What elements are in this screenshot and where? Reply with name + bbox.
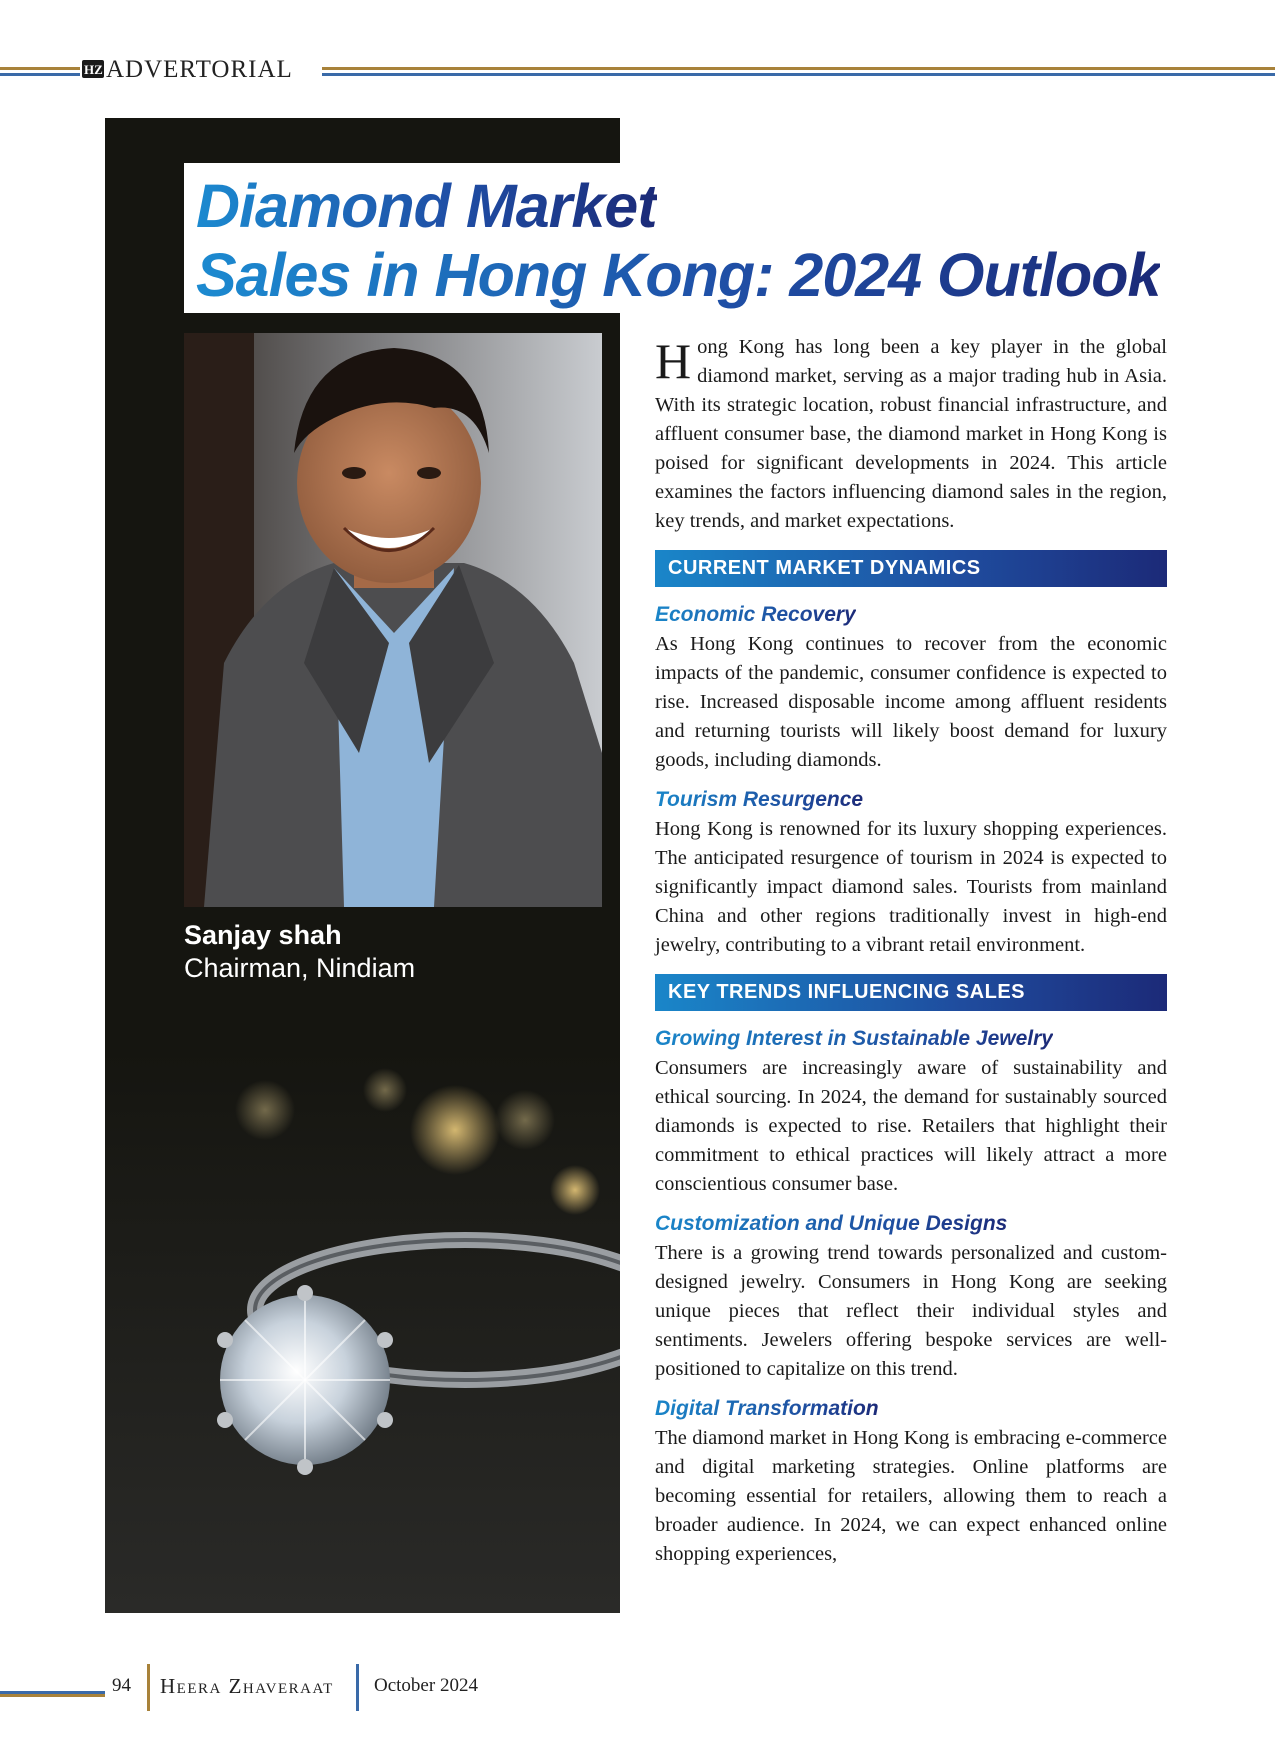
title-box [184, 163, 1161, 313]
paragraph: As Hong Kong continues to recover from the economic impacts of the pandemic, consumer confidence is expected to rise. Increased disposable income among affluent residents and returning tourists will likely boost demand for luxury goods, including diamonds. [655, 633, 1167, 771]
subsection-economic-recovery [655, 601, 1167, 775]
paragraph: There is a growing trend towards personalized and custom-designed jewelry. Consumers in Hong Kong are seeking unique pieces that reflect their individual styles and sentiments. Jewelers offering bespoke services are well-positioned to capitalize on this trend. [655, 1242, 1167, 1380]
drop-cap: H [655, 333, 692, 389]
subhead: Tourism Resurgence [655, 786, 863, 814]
page-title-line-2: Sales in Hong Kong: 2024 Outlook [196, 241, 1161, 309]
header-rule-right [322, 67, 1275, 76]
intro-paragraph [655, 333, 1167, 536]
paragraph: Consumers are increasingly aware of sustainability and ethical sourcing. In 2024, the demand for sustainably sourced diamonds is expected to rise. Retailers that highlight their commitment to ethical practices will likely attract a more conscientious consumer base. [655, 1057, 1167, 1195]
subhead: Growing Interest in Sustainable Jewelry [655, 1025, 1053, 1053]
footer-divider-gold [147, 1664, 150, 1711]
header-rule-left [0, 67, 80, 76]
subhead: Economic Recovery [655, 601, 856, 629]
page-number: 94 [112, 1675, 131, 1696]
section-heading-market-dynamics: CURRENT MARKET DYNAMICS [655, 550, 1167, 587]
issue-date: October 2024 [374, 1675, 478, 1696]
subsection-customization [655, 1210, 1167, 1384]
svg-text:HZ: HZ [84, 62, 103, 77]
subhead: Customization and Unique Designs [655, 1210, 1007, 1238]
subhead: Digital Transformation [655, 1395, 879, 1423]
paragraph: The diamond market in Hong Kong is embracing e-commerce and digital marketing strategies. Online platforms are becoming essential for retailers, allowing them to reach a broader audience. In 2024, we can expect enhanced online shopping experiences, [655, 1427, 1167, 1565]
section-label: ADVERTORIAL [106, 56, 293, 83]
diamond-ring-photo [105, 1050, 620, 1613]
footer-divider-blue [356, 1664, 359, 1711]
paragraph: Hong Kong is renowned for its luxury shopping experiences. The anticipated resurgence of tourism in 2024 is expected to significantly impact diamond sales. Tourists from mainland China and other regions traditionally invest in high-end jewelry, contributing to a vibrant retail environment. [655, 818, 1167, 956]
subsection-sustainable-jewelry [655, 1025, 1167, 1199]
intro-text: ong Kong has long been a key player in the global diamond market, serving as a major trading hub in Asia. With its strategic location, robust financial infrastructure, and affluent consumer base, the diamond market in Hong Kong is poised for significant developments in 2024. This article examines the factors influencing diamond sales in the region, key trends, and market expectations. [655, 336, 1167, 532]
hz-monogram-icon [82, 60, 104, 78]
magazine-name: Heera Zhaveraat [160, 1674, 334, 1698]
caption-name: Sanjay shah [184, 920, 342, 950]
portrait-photo [184, 333, 602, 907]
caption-role: Chairman, Nindiam [184, 953, 416, 983]
article-body [655, 333, 1167, 1580]
subsection-digital-transformation [655, 1395, 1167, 1569]
subsection-tourism-resurgence [655, 786, 1167, 960]
footer-rule [0, 1688, 105, 1697]
section-heading-key-trends: KEY TRENDS INFLUENCING SALES [655, 974, 1167, 1011]
page-title-line-1: Diamond Market [196, 172, 657, 240]
